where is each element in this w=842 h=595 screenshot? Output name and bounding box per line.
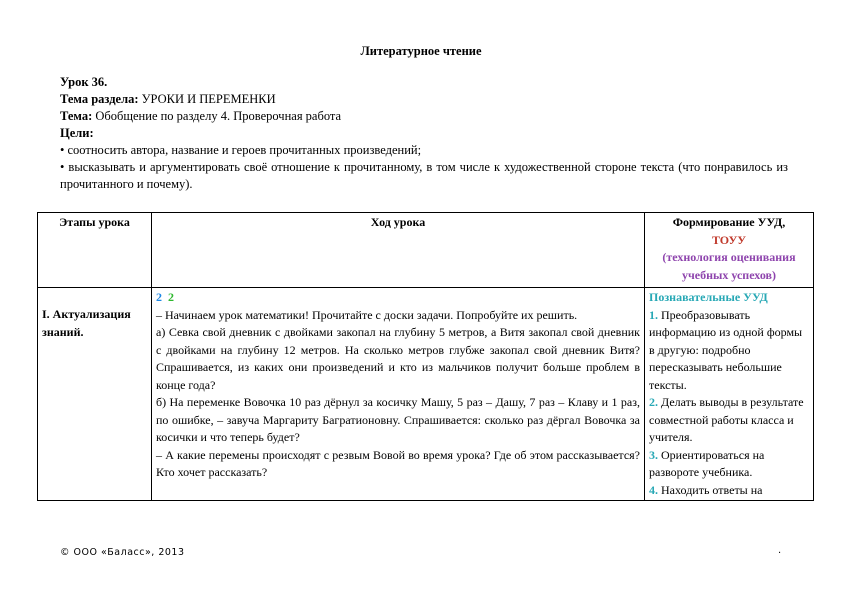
goal-item: • соотносить автора, название и героев прочитанных произведений; <box>60 143 422 157</box>
header-uud-title: Формирование УУД, <box>672 215 786 229</box>
uud-title: Познавательные УУД <box>649 290 768 304</box>
copyright: © ООО «Баласс», 2013 <box>60 547 185 558</box>
course-cell <box>152 288 645 501</box>
number-green: 2 <box>168 290 174 304</box>
stage-label: I. Актуализация знаний. <box>42 307 131 339</box>
header-touu: ТОУУ <box>711 232 747 247</box>
uud-cell <box>645 288 814 501</box>
section-value: УРОКИ И ПЕРЕМЕНКИ <box>141 92 276 106</box>
lesson-header <box>60 74 788 193</box>
lesson-table <box>37 212 814 501</box>
section-line <box>60 91 788 108</box>
topic-value: Обобщение по разделу 4. Проверочная работа <box>95 109 342 123</box>
section-label: Тема раздела: <box>60 92 139 106</box>
lesson-number: Урок 36. <box>60 75 108 89</box>
table-row <box>38 288 814 501</box>
header-course: Ход урока <box>152 213 645 288</box>
uud-item-number: 3. <box>649 447 658 462</box>
uud-item-text: Делать выводы в результате совместной работы класса и учителя. <box>649 395 804 444</box>
uud-item-text: Находить ответы на <box>661 482 763 497</box>
course-paragraph: – А какие перемены происходят с резвым Вовой во время урока? Где об этом рассказывается? Кто хочет рассказать? <box>156 447 640 479</box>
uud-item-number: 1. <box>649 307 658 322</box>
table-header-row <box>38 213 814 288</box>
uud-item-text: Преобразовывать информацию из одной формы в другую: подробно пересказывать небольшие тексты. <box>649 307 803 392</box>
course-paragraph: б) На переменке Вовочка 10 раз дёрнул за косичку Машу, 5 раз – Дашу, 7 раз – Клаву и 1 раз, по ошибке, – завуча Маргариту Багратионовну. Спрашивается: сколько раз дёргал Вовочка за косички и что теперь будет? <box>156 395 640 444</box>
uud-item <box>649 447 809 482</box>
uud-item <box>649 482 809 500</box>
uud-item <box>649 394 809 447</box>
topic-label: Тема: <box>60 109 93 123</box>
uud-item-number: 4. <box>649 482 658 497</box>
goals-label: Цели: <box>60 126 94 140</box>
uud-item-text: Ориентироваться на развороте учебника. <box>649 447 765 479</box>
course-paragraph: – Начинаем урок математики! Прочитайте с доски задачи. Попробуйте их решить. <box>156 307 578 322</box>
uud-item-number: 2. <box>649 395 658 409</box>
course-paragraph: а) Севка свой дневник с двойками закопал на глубину 5 метров, а Витя закопал свой дневник с двойками на глубину 12 метров. На сколько метров глубже закопал свой дневник Витя? Спрашивается, из каких они произведений и кто из мальчиков получит больше проблем в конце года? <box>156 325 640 392</box>
page-marker: . <box>778 545 782 556</box>
goal-item: • высказывать и аргументировать своё отношение к прочитанному, в том числе к художественной стороне текста (что понравилось из прочитанного и почему). <box>60 160 788 191</box>
uud-item <box>649 307 809 395</box>
header-uud <box>645 213 814 288</box>
colored-numbers <box>156 289 640 307</box>
page-title: Литературное чтение <box>360 44 482 58</box>
number-blue: 2 <box>156 290 162 304</box>
stage-cell <box>38 288 152 501</box>
header-touu-sub: (технология оценивания учебных успехов) <box>662 250 796 282</box>
header-stages: Этапы урока <box>38 213 152 288</box>
topic-line <box>60 108 788 125</box>
